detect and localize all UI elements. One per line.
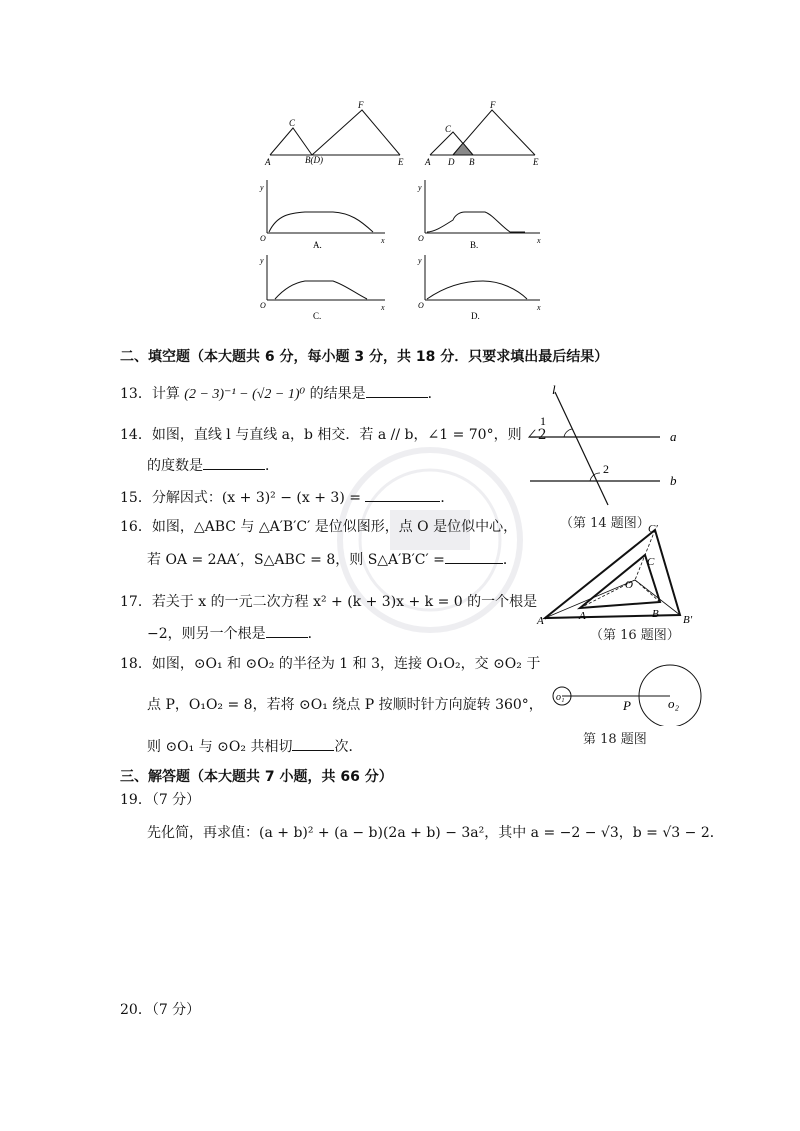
q18-line1: 如图，⊙O₁ 和 ⊙O₂ 的半径为 1 和 3，连接 O₁O₂，交 ⊙O₂ 于 — [151, 656, 541, 672]
q12-graph-a-xlabel: x — [381, 236, 385, 245]
q16-line1: 如图，△ABC 与 △A′B′C′ 是位似图形，点 O 是位似中心， — [151, 519, 518, 535]
q12-graph-d-xlabel: x — [537, 303, 541, 312]
option-d-label: D. — [471, 311, 480, 321]
q17-number: 17． — [120, 594, 152, 610]
q12-graph-b-ylabel: y — [418, 183, 422, 192]
q13-expression: (2 − 3)⁻¹ − (√2 − 1)⁰ — [184, 387, 306, 402]
q12-tl-label-c: C — [289, 118, 296, 128]
q12-tr-label-a: A — [425, 157, 431, 167]
q18-number: 18． — [120, 656, 152, 672]
q16-label-b-prime: B′ — [683, 614, 693, 626]
q14-line1: 如图，直线 l 与直线 a，b 相交．若 a // b，∠1 = 70°，则 ∠2 — [151, 427, 547, 443]
option-a-label: A. — [313, 240, 322, 250]
q16-figure — [535, 520, 710, 630]
q16-caption: （第 16 题图） — [590, 628, 680, 643]
section-2-heading: 二、填空题（本大题共 6 分，每小题 3 分，共 18 分．只要求填出最后结果） — [120, 349, 609, 365]
q14-label-b: b — [670, 473, 677, 488]
q20-number: 20．（7 分） — [120, 1002, 201, 1018]
q13-text-a: 计算 — [151, 386, 180, 402]
q15-text: 分解因式：(x + 3)² − (x + 3) = — [151, 490, 361, 506]
q16-label-a: A — [579, 610, 586, 622]
question-18-line2 — [147, 695, 543, 715]
question-14 — [120, 425, 547, 445]
q14-answer-blank[interactable] — [203, 455, 265, 470]
q14-end: ． — [265, 458, 279, 474]
q15-end: ． — [440, 490, 455, 506]
question-14-line2 — [147, 455, 279, 476]
q17-answer-blank[interactable] — [266, 623, 308, 638]
q19-number: 19．（7 分） — [120, 792, 201, 808]
q12-graph-c — [267, 255, 385, 300]
question-18 — [120, 654, 540, 674]
q16-label-c-prime: C′ — [648, 523, 658, 535]
question-16-line2 — [147, 549, 517, 570]
q18-label-o1: o₁ — [556, 692, 565, 703]
q12-tr-label-b: B — [469, 157, 475, 167]
q12-graph-c-xlabel: x — [381, 303, 385, 312]
q12-tl-label-f: F — [358, 100, 364, 110]
q14-caption: （第 14 题图） — [560, 516, 650, 531]
q12-graph-c-ylabel: y — [260, 256, 264, 265]
q18-line3-end: 次． — [334, 739, 363, 755]
q12-graph-a-origin: O — [260, 234, 266, 243]
question-13 — [120, 383, 442, 405]
q12-graph-a-ylabel: y — [260, 183, 264, 192]
q18-line3-text: 则 ⊙O₁ 与 ⊙O₂ 共相切 — [147, 739, 293, 755]
q13-number: 13． — [120, 386, 152, 402]
q14-label-l: l — [552, 382, 556, 397]
q12-tr-label-c: C — [445, 124, 452, 134]
q14-number: 14． — [120, 427, 152, 443]
q12-tr-label-d: D — [448, 157, 455, 167]
q17-line2-text: −2，则另一个根是 — [147, 626, 266, 642]
q14-line2-text: 的度数是 — [147, 458, 203, 474]
q16-answer-blank[interactable] — [445, 549, 503, 564]
q12-graph-d-origin: O — [418, 301, 424, 310]
option-b-label: B. — [470, 240, 479, 250]
q16-label-a-prime: A′ — [537, 615, 547, 627]
section-3-heading: 三、解答题（本大题共 7 小题，共 66 分） — [120, 769, 393, 785]
q12-tl-label-a: A — [265, 157, 271, 167]
q12-graph-d — [425, 255, 540, 300]
q18-answer-blank[interactable] — [292, 736, 334, 751]
q12-graph-c-origin: O — [260, 301, 266, 310]
q16-line2-text: 若 OA = 2AA′，S△ABC = 8，则 S△A′B′C′ = — [147, 552, 445, 568]
question-16 — [120, 517, 517, 537]
question-17 — [120, 592, 537, 612]
q12-graph-b — [425, 180, 540, 233]
q12-tl-label-e: E — [398, 157, 404, 167]
q18-line2-text: 点 P，O₁O₂ = 8，若将 ⊙O₁ 绕点 P 按顺时针方向旋转 360°， — [147, 697, 543, 713]
q16-label-b: B — [652, 608, 659, 620]
question-15 — [120, 487, 454, 508]
q15-answer-blank[interactable] — [365, 487, 440, 502]
q12-tr-label-f: F — [490, 100, 496, 110]
q12-graph-d-ylabel: y — [418, 256, 422, 265]
q14-figure — [520, 380, 690, 510]
q13-answer-blank[interactable] — [366, 383, 428, 398]
q12-graph-b-origin: O — [418, 234, 424, 243]
q18-caption: 第 18 题图 — [583, 732, 647, 747]
q16-label-o: O — [625, 579, 633, 591]
q17-end: ． — [307, 626, 322, 642]
q19-text: 先化简，再求值：(a + b)² + (a − b)(2a + b) − 3a²，其中 a = −2 − √3，b = √3 − 2． — [147, 825, 724, 841]
q18-figure — [545, 658, 715, 726]
q12-figures — [255, 95, 555, 330]
q14-label-2: 2 — [603, 462, 609, 476]
q17-line1: 若关于 x 的一元二次方程 x² + (k + 3)x + k = 0 的一个根是 — [151, 594, 538, 610]
q16-label-c: C — [647, 556, 655, 568]
q16-end: ． — [502, 552, 517, 568]
question-17-line2 — [147, 623, 322, 644]
q14-label-1: 1 — [540, 414, 546, 428]
q13-end: ． — [427, 386, 442, 402]
q18-label-p: P — [623, 698, 631, 713]
q18-label-o2: o₂ — [668, 696, 680, 711]
q12-graph-a — [267, 180, 385, 233]
option-c-label: C. — [313, 311, 322, 321]
q12-graph-b-xlabel: x — [537, 236, 541, 245]
q13-text-b: 的结果是 — [309, 386, 366, 402]
q14-label-a: a — [670, 429, 677, 444]
q12-top-left-figure — [270, 110, 400, 155]
q16-number: 16． — [120, 519, 152, 535]
q12-tr-label-e: E — [533, 157, 539, 167]
q12-tl-label-bd: B(D) — [305, 155, 323, 165]
q15-number: 15． — [120, 490, 152, 506]
question-18-line3 — [147, 736, 362, 757]
